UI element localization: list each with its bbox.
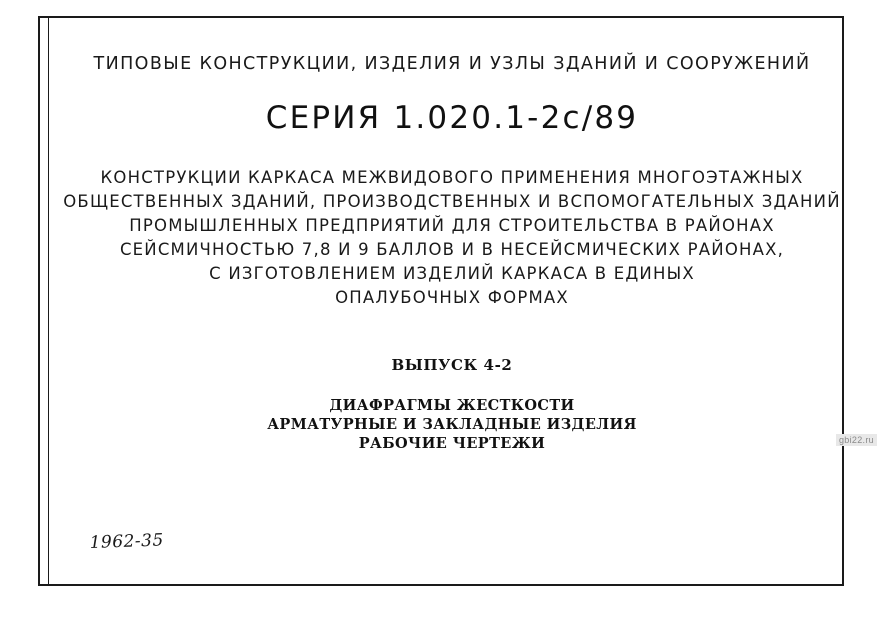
watermark: gbi22.ru [836, 434, 877, 446]
subtitle-block [60, 396, 844, 453]
subtitle-line: РАБОЧИЕ ЧЕРТЕЖИ [358, 435, 546, 452]
issue-label: ВЫПУСК 4-2 [391, 356, 513, 374]
description-line: ОПАЛУБОЧНЫХ ФОРМАХ [335, 288, 569, 307]
description-line: ПРОМЫШЛЕННЫХ ПРЕДПРИЯТИЙ ДЛЯ СТРОИТЕЛЬСТВА В РАЙОНАХ [129, 216, 775, 235]
series-title: СЕРИЯ 1.020.1-2с/89 [265, 100, 639, 136]
document-code: 1962-35 [89, 530, 165, 553]
description-block [60, 166, 844, 310]
subtitle-line: АРМАТУРНЫЕ И ЗАКЛАДНЫЕ ИЗДЕЛИЯ [267, 416, 637, 433]
description-line: С ИЗГОТОВЛЕНИЕМ ИЗДЕЛИЙ КАРКАСА В ЕДИНЫХ [209, 264, 695, 283]
title-page-content [60, 16, 844, 586]
document-heading: ТИПОВЫЕ КОНСТРУКЦИИ, ИЗДЕЛИЯ И УЗЛЫ ЗДАНИЙ И СООРУЖЕНИЙ [93, 54, 811, 74]
description-line: СЕЙСМИЧНОСТЬЮ 7,8 И 9 БАЛЛОВ И В НЕСЕЙСМИЧЕСКИХ РАЙОНАХ, [119, 240, 785, 259]
description-line: ОБЩЕСТВЕННЫХ ЗДАНИЙ, ПРОИЗВОДСТВЕННЫХ И ВСПОМОГАТЕЛЬНЫХ ЗДАНИЙ [63, 192, 841, 211]
page-border-inner-line [48, 16, 49, 586]
description-line: КОНСТРУКЦИИ КАРКАСА МЕЖВИДОВОГО ПРИМЕНЕНИЯ МНОГОЭТАЖНЫХ [100, 168, 804, 187]
subtitle-line: ДИАФРАГМЫ ЖЕСТКОСТИ [329, 397, 575, 414]
